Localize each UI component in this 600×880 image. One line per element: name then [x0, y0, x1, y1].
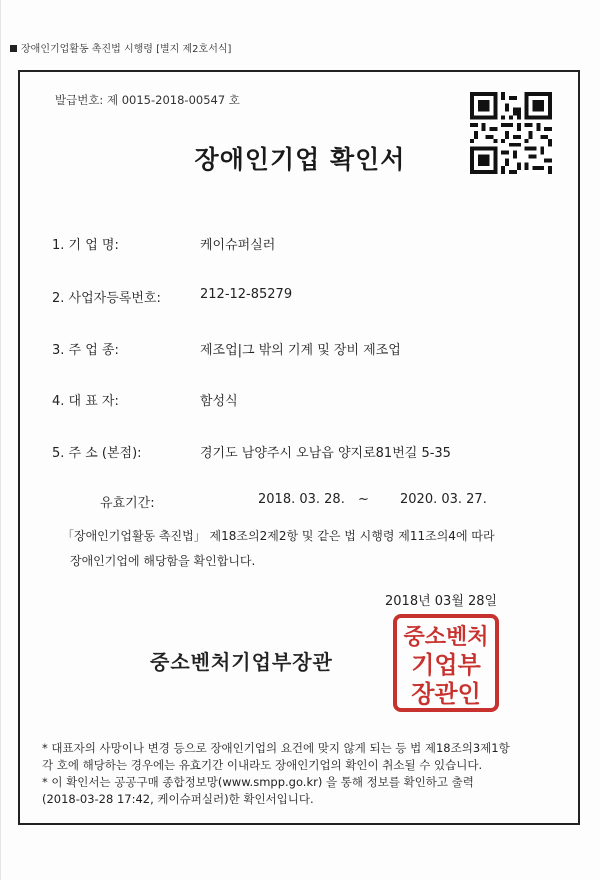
field-value-company: 케이슈퍼실러 [200, 238, 276, 253]
field-value-industry: 제조업|그 밖의 기계 및 장비 제조업 [200, 343, 401, 358]
field-value-address: 경기도 남양주시 오남읍 양지로81번길 5-35 [200, 446, 451, 461]
scan-edge [0, 0, 1, 880]
validity-separator: ~ [358, 492, 369, 507]
issue-date: 2018년 03월 28일 [385, 594, 498, 609]
note-line: (2018-03-28 17:42, 케이슈퍼실러)한 확인서입니다. [42, 792, 314, 806]
form-caption [10, 40, 231, 55]
validity-end-date: 2020. 03. 27. [400, 492, 487, 507]
seal-text-line: 중소벤처 [403, 625, 489, 650]
note-line: * 대표자의 사망이나 변경 등으로 장애인기업의 요건에 맞지 않게 되는 등 법 제18조의3제1항 [42, 741, 510, 755]
form-caption-text: 장애인기업활동 촉진법 시행령 [별지 제2호서식] [21, 44, 232, 55]
issuer-name: 중소벤처기업부장관 [150, 650, 333, 674]
document-title: 장애인기업 확인서 [194, 145, 406, 174]
seal-text-line: 기업부 [411, 651, 481, 679]
validity-label: 유효기간: [100, 496, 155, 511]
field-label-business-number: 2. 사업자등록번호: [52, 291, 161, 306]
validity-start-date: 2018. 03. 28. [258, 492, 345, 507]
confirmation-text-line: 「장애인기업활동 촉진법」 제18조의2제2항 및 같은 법 시행령 제11조의4에 따라 [62, 529, 495, 543]
field-value-business-number: 212-12-85279 [200, 287, 293, 302]
official-seal [392, 613, 500, 713]
field-label-company: 1. 기 업 명: [52, 238, 119, 253]
square-bullet-icon [10, 45, 17, 52]
note-line: * 이 확인서는 공공구매 종합정보망(www.smpp.go.kr) 을 통해 정보를 확인하고 출력 [42, 775, 474, 789]
field-label-address: 5. 주 소 (본점): [52, 446, 142, 461]
seal-text-line: 장관인 [411, 680, 481, 708]
confirmation-text-line: 장애인기업에 해당함을 확인합니다. [70, 554, 256, 568]
field-value-representative: 함성식 [200, 394, 238, 409]
field-label-representative: 4. 대 표 자: [52, 394, 119, 409]
note-line: 각 호에 해당하는 경우에는 유효기간 이내라도 장애인기업의 확인이 취소될 수 있습니다. [42, 758, 483, 772]
field-label-industry: 3. 주 업 종: [52, 343, 119, 358]
issue-number: 발급번호: 제 0015-2018-00547 호 [55, 93, 240, 107]
